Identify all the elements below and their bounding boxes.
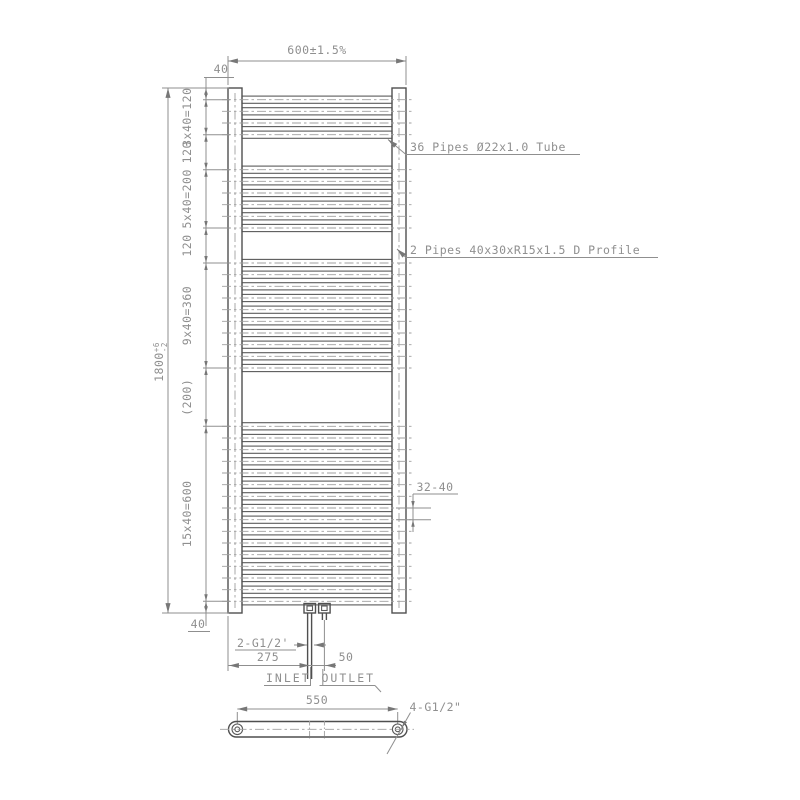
chain-label-7: 15x40=600 (180, 480, 194, 548)
bottom-span-label: 550 (305, 693, 329, 707)
pipe-bands (242, 96, 392, 605)
width-dimension (228, 43, 406, 85)
top-offset-dimension (204, 62, 234, 78)
pipe-centerlines (222, 100, 412, 602)
chain-label-5: 9x40=360 (180, 285, 194, 346)
chain-label-1: 3x40=120 (180, 87, 194, 147)
bottom-view (220, 693, 461, 754)
bottom-connection-label: 4-G1/2" (409, 700, 462, 714)
pitch-dimension (396, 480, 458, 532)
chain-label-3: 5x40=200 (180, 169, 194, 229)
chain-label-4: 120 (180, 234, 194, 257)
inlet-label: INLET (266, 671, 311, 685)
top-offset-label: 40 (213, 62, 229, 76)
inlet-offset-label: 275 (256, 650, 280, 664)
profile-note (397, 243, 658, 258)
overall-height-label: $1800^{+6}-2$ (152, 342, 169, 382)
connection-dimension (235, 636, 326, 650)
chain-label-2: 120 (180, 141, 194, 164)
chain-label-6: (200) (180, 378, 194, 416)
chain-dimension-marks (203, 88, 230, 613)
connection-label: 2-G1/2' (237, 636, 289, 650)
profile-note-label: 2 Pipes 40x30xR15x1.5 D Profile (410, 243, 641, 257)
chain-dimension-labels (180, 88, 194, 548)
width-dimension-label: 600±1.5% (287, 43, 347, 57)
outlet-spacing-label: 50 (338, 650, 354, 664)
inlet-outlet-labels (264, 667, 381, 692)
outlet-fitting (319, 604, 331, 672)
pitch-label: 32-40 (416, 480, 454, 494)
bottom-offset-dimension (188, 617, 210, 632)
pipes-note-label: 36 Pipes Ø22x1.0 Tube (410, 140, 566, 154)
bottom-offset-label: 40 (190, 617, 206, 631)
inlet-fitting (304, 604, 316, 680)
outlet-label: OUTLET (321, 671, 376, 685)
pipes-note (388, 140, 580, 155)
